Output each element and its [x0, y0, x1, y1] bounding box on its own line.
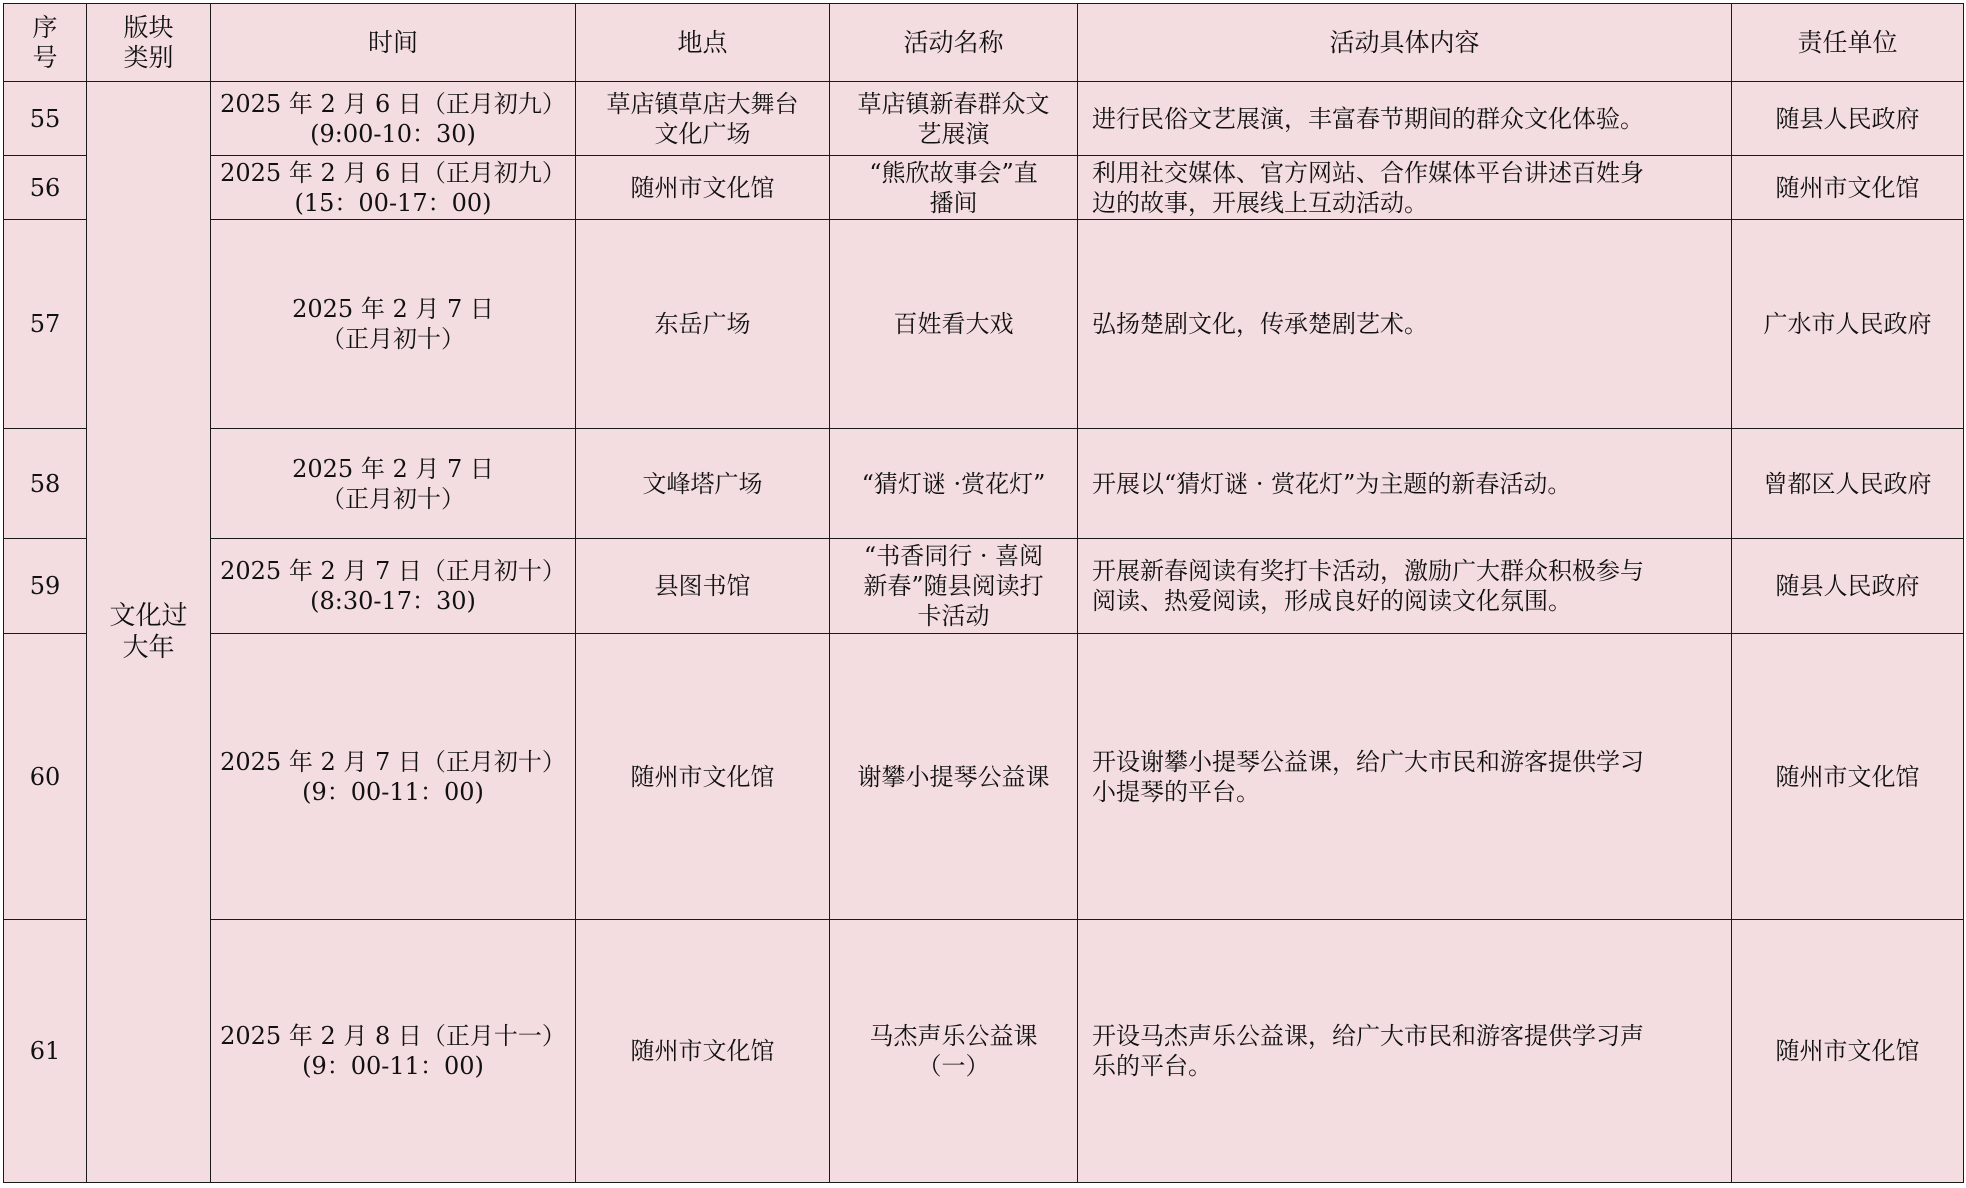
activity-schedule-table [3, 3, 1964, 1183]
time-line: 2025 年 2 月 8 日（正月十一） [220, 1022, 566, 1051]
name-line: 谢攀小提琴公益课 [857, 762, 1050, 791]
time-line: 2025 年 2 月 6 日（正月初九） [220, 89, 566, 118]
activity-content-cell [1078, 428, 1732, 538]
activity-content-cell [1078, 920, 1732, 1183]
time-line: （正月初十） [321, 484, 465, 513]
activity-content-cell [1078, 220, 1732, 429]
time-cell [211, 82, 576, 156]
time-line: 2025 年 2 月 7 日（正月初十） [220, 747, 566, 776]
category-line: 文化过 [109, 601, 188, 631]
seq-cell: 58 [4, 428, 87, 538]
activity-name-cell [830, 539, 1078, 634]
time-line: 2025 年 2 月 7 日（正月初十） [220, 557, 566, 586]
content-line: 阅读、热爱阅读，形成良好的阅读文化氛围。 [1092, 587, 1572, 616]
content-line: 乐的平台。 [1092, 1052, 1212, 1081]
time-line: （正月初十） [321, 325, 465, 354]
name-line: （一） [917, 1052, 990, 1081]
time-cell [211, 428, 576, 538]
place-cell [576, 156, 830, 220]
activity-name-cell [830, 428, 1078, 538]
table-row [4, 634, 1964, 920]
place-cell [576, 539, 830, 634]
content-line: 进行民俗文艺展演，丰富春节期间的群众文化体验。 [1092, 104, 1644, 133]
header-row [4, 4, 1964, 82]
category-cell [87, 82, 211, 1183]
header-activity-content: 活动具体内容 [1078, 4, 1732, 82]
content-line: 边的故事，开展线上互动活动。 [1092, 188, 1428, 217]
content-line: 开设谢攀小提琴公益课，给广大市民和游客提供学习 [1092, 747, 1644, 776]
time-cell [211, 634, 576, 920]
seq-cell: 61 [4, 920, 87, 1183]
table-row [4, 920, 1964, 1183]
place-cell [576, 634, 830, 920]
table-row [4, 428, 1964, 538]
name-line: “猜灯谜 ·赏花灯” [861, 469, 1046, 498]
name-line: “熊欣故事会”直 [869, 158, 1038, 187]
time-cell [211, 920, 576, 1183]
seq-cell: 60 [4, 634, 87, 920]
place-line: 草店镇草店大舞台 [606, 89, 799, 118]
table-row [4, 539, 1964, 634]
place-cell [576, 220, 830, 429]
place-line: 东岳广场 [654, 310, 751, 339]
responsible-unit-cell: 广水市人民政府 [1732, 220, 1964, 429]
seq-cell: 57 [4, 220, 87, 429]
responsible-unit-cell: 曾都区人民政府 [1732, 428, 1964, 538]
activity-name-cell [830, 634, 1078, 920]
place-cell [576, 920, 830, 1183]
place-line: 文化广场 [654, 119, 751, 148]
name-line: “书香同行 · 喜阅 [863, 542, 1044, 571]
table-row [4, 220, 1964, 429]
time-line: (8:30-17：30) [310, 587, 476, 616]
content-line: 弘扬楚剧文化，传承楚剧艺术。 [1092, 310, 1428, 339]
time-cell [211, 220, 576, 429]
time-cell [211, 156, 576, 220]
time-line: (9：00-11：00) [302, 777, 484, 806]
seq-cell: 55 [4, 82, 87, 156]
responsible-unit-cell: 随州市文化馆 [1732, 156, 1964, 220]
activity-name-cell [830, 156, 1078, 220]
place-line: 文峰塔广场 [642, 469, 763, 498]
table-row [4, 156, 1964, 220]
content-line: 开设马杰声乐公益课，给广大市民和游客提供学习声 [1092, 1022, 1644, 1051]
header-seq: 序 号 [4, 4, 87, 82]
name-line: 百姓看大戏 [893, 310, 1014, 339]
place-line: 县图书馆 [654, 572, 751, 601]
activity-name-cell [830, 82, 1078, 156]
header-block-category: 版块 类别 [87, 4, 211, 82]
responsible-unit-cell: 随县人民政府 [1732, 82, 1964, 156]
time-line: 2025 年 2 月 7 日 [292, 295, 494, 324]
place-line: 随州市文化馆 [630, 762, 775, 791]
header-activity-name: 活动名称 [830, 4, 1078, 82]
name-line: 艺展演 [917, 119, 990, 148]
activity-name-cell [830, 220, 1078, 429]
activity-content-cell [1078, 634, 1732, 920]
activity-content-cell [1078, 82, 1732, 156]
name-line: 播间 [929, 188, 978, 217]
name-line: 马杰声乐公益课 [869, 1022, 1038, 1051]
name-line: 草店镇新春群众文 [857, 89, 1050, 118]
category-line: 大年 [122, 633, 175, 663]
place-cell [576, 82, 830, 156]
responsible-unit-cell: 随州市文化馆 [1732, 920, 1964, 1183]
activity-content-cell [1078, 156, 1732, 220]
table-row [4, 82, 1964, 156]
content-line: 开展新春阅读有奖打卡活动，激励广大群众积极参与 [1092, 557, 1644, 586]
activity-name-cell [830, 920, 1078, 1183]
time-line: 2025 年 2 月 7 日 [292, 454, 494, 483]
place-line: 随州市文化馆 [630, 173, 775, 202]
time-line: 2025 年 2 月 6 日（正月初九） [220, 158, 566, 187]
content-line: 开展以“猜灯谜 · 赏花灯”为主题的新春活动。 [1092, 469, 1572, 498]
place-line: 随州市文化馆 [630, 1037, 775, 1066]
responsible-unit-cell: 随县人民政府 [1732, 539, 1964, 634]
header-time: 时间 [211, 4, 576, 82]
content-line: 利用社交媒体、官方网站、合作媒体平台讲述百姓身 [1092, 158, 1644, 187]
name-line: 新春”随县阅读打 [863, 572, 1044, 601]
time-line: (9：00-11：00) [302, 1052, 484, 1081]
table-body [4, 82, 1964, 1183]
seq-cell: 59 [4, 539, 87, 634]
header-responsible-unit: 责任单位 [1732, 4, 1964, 82]
time-cell [211, 539, 576, 634]
time-line: (15：00-17：00) [294, 188, 492, 217]
responsible-unit-cell: 随州市文化馆 [1732, 634, 1964, 920]
place-cell [576, 428, 830, 538]
name-line: 卡活动 [917, 602, 990, 631]
time-line: (9:00-10：30) [310, 119, 476, 148]
header-place: 地点 [576, 4, 830, 82]
content-line: 小提琴的平台。 [1092, 777, 1260, 806]
seq-cell: 56 [4, 156, 87, 220]
activity-content-cell [1078, 539, 1732, 634]
